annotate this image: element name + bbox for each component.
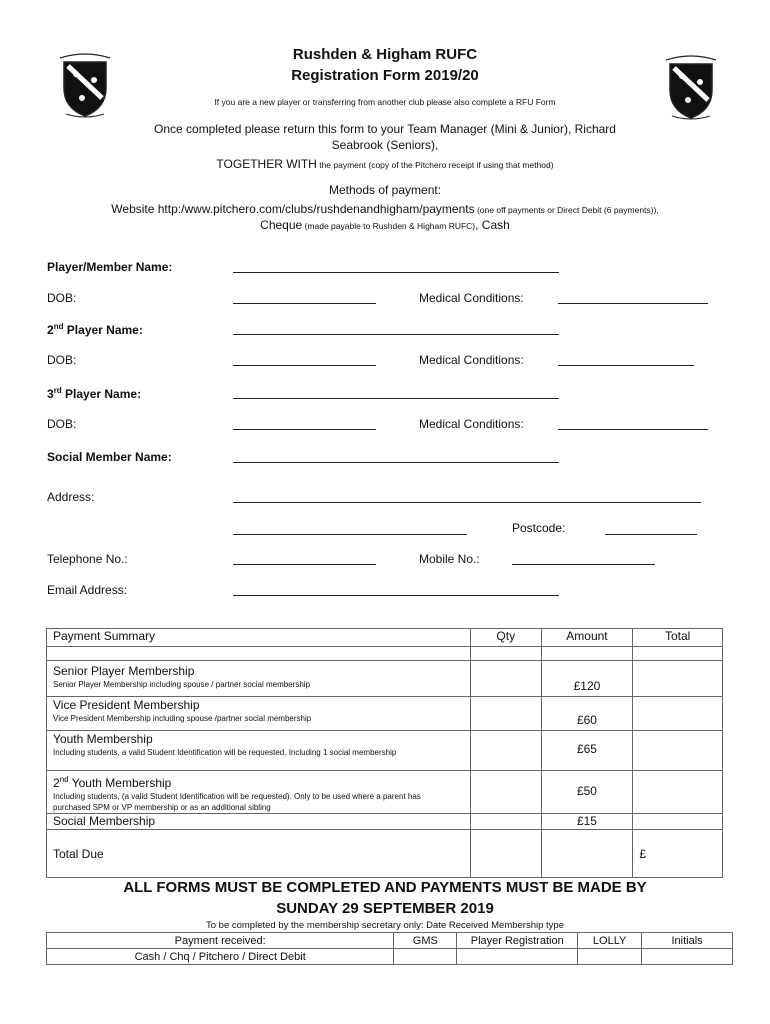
methods-title: Methods of payment:: [328, 183, 442, 197]
email-label: Email Address:: [47, 583, 128, 597]
player-name-field[interactable]: [233, 261, 559, 273]
amount-cell: £120: [541, 661, 633, 697]
rfu-note: If you are a new player or transferring from another club please also complete a RFU Form: [214, 97, 556, 107]
initials-label: Initials: [642, 933, 733, 949]
membership-name: 2nd Youth Membership: [53, 775, 172, 790]
gms-label: GMS: [394, 933, 457, 949]
address-field-1[interactable]: [233, 491, 701, 503]
office-use-table: [46, 932, 733, 965]
total-due-value[interactable]: £: [633, 830, 723, 878]
qty-cell[interactable]: [470, 814, 541, 830]
medical-label-2: Medical Conditions:: [419, 353, 524, 367]
qty-cell[interactable]: [470, 697, 541, 731]
together-line: TOGETHER WITH the payment (copy of the Pitchero receipt if using that method): [216, 157, 554, 171]
office-data-row: [47, 949, 733, 965]
mobile-label: Mobile No.:: [419, 552, 480, 566]
office-header-row: [47, 933, 733, 949]
player2-name-label: 2nd Player Name:: [47, 322, 143, 337]
table-row: [47, 731, 723, 771]
dob-label-2: DOB:: [47, 353, 77, 367]
total-header: Total: [633, 629, 723, 647]
office-note: To be completed by the membership secretary only: Date Received Membership type: [205, 920, 564, 931]
mobile-field[interactable]: [512, 553, 655, 565]
table-row: [47, 814, 723, 830]
player-registration-label: Player Registration: [457, 933, 578, 949]
cheque-line: Cheque (made payable to Rushden & Higham RUFC), Cash: [260, 218, 510, 232]
lolly-label: LOLLY: [578, 933, 642, 949]
amount-cell: £50: [541, 771, 633, 814]
medical-field-3[interactable]: [558, 418, 708, 430]
social-name-field[interactable]: [233, 451, 559, 463]
spacer-row: [47, 647, 723, 661]
medical-label-3: Medical Conditions:: [419, 417, 524, 431]
dob-field-1[interactable]: [233, 292, 376, 304]
return-instructions-1: Once completed please return this form to your Team Manager (Mini & Junior), Richard: [154, 122, 616, 136]
address-field-2[interactable]: [233, 523, 467, 535]
total-due-label: Total Due: [47, 830, 471, 878]
medical-field-1[interactable]: [558, 292, 708, 304]
membership-name: Social Membership: [47, 814, 471, 830]
membership-description: Senior Player Membership including spouse / partner social membership: [53, 680, 311, 689]
telephone-field[interactable]: [233, 553, 376, 565]
deadline-line-2: SUNDAY 29 SEPTEMBER 2019: [276, 900, 494, 917]
return-instructions-2: Seabrook (Seniors),: [331, 138, 439, 152]
membership-name: Youth Membership: [53, 732, 153, 746]
membership-description: Including students, (a valid Student Identification will be requested). Only to be used where a parent has purchased SPM or VP membership or as an additional sibling: [53, 792, 421, 812]
qty-cell[interactable]: [470, 771, 541, 814]
qty-header: Qty: [470, 629, 541, 647]
membership-name: Senior Player Membership: [53, 664, 195, 678]
total-cell[interactable]: [633, 731, 723, 771]
table-row: [47, 771, 723, 814]
email-field[interactable]: [233, 584, 559, 596]
amount-cell: £65: [541, 731, 633, 771]
dob-field-2[interactable]: [233, 354, 376, 366]
lolly-cell[interactable]: [578, 949, 642, 965]
amount-cell: £15: [541, 814, 633, 830]
table-row: [47, 697, 723, 731]
total-cell[interactable]: [633, 661, 723, 697]
deadline-line-1: ALL FORMS MUST BE COMPLETED AND PAYMENTS MUST BE MADE BY: [123, 879, 647, 896]
website-line: Website http:/www.pitchero.com/clubs/rushdenandhigham/payments (one off payments or Direct Debit (6 payments)),: [111, 202, 659, 216]
initials-cell[interactable]: [642, 949, 733, 965]
qty-cell[interactable]: [470, 661, 541, 697]
form-subtitle: Registration Form 2019/20: [291, 67, 479, 84]
player3-name-field[interactable]: [233, 387, 559, 399]
telephone-label: Telephone No.:: [47, 552, 128, 566]
total-cell[interactable]: [633, 814, 723, 830]
postcode-field[interactable]: [605, 523, 697, 535]
payment-methods: Cash / Chq / Pitchero / Direct Debit: [47, 949, 394, 965]
payment-header-row: [47, 629, 723, 647]
payment-summary-table: [46, 628, 723, 878]
amount-cell: £60: [541, 697, 633, 731]
payment-received-label: Payment received:: [47, 933, 394, 949]
player-name-label: Player/Member Name:: [47, 260, 173, 274]
membership-description: Vice President Membership including spouse /partner social membership: [53, 714, 312, 723]
dob-label-1: DOB:: [47, 291, 77, 305]
table-row: [47, 661, 723, 697]
gms-cell[interactable]: [394, 949, 457, 965]
total-cell[interactable]: [633, 697, 723, 731]
address-label: Address:: [47, 490, 95, 504]
membership-description: Including students, a valid Student Identification will be requested. Including 1 social membership: [53, 748, 397, 757]
form-title: Rushden & Higham RUFC: [292, 46, 478, 63]
qty-cell[interactable]: [470, 731, 541, 771]
medical-field-2[interactable]: [558, 354, 694, 366]
amount-header: Amount: [541, 629, 633, 647]
membership-name: Vice President Membership: [53, 698, 200, 712]
dob-label-3: DOB:: [47, 417, 77, 431]
social-name-label: Social Member Name:: [47, 450, 172, 464]
total-due-row: [47, 830, 723, 878]
postcode-label: Postcode:: [512, 521, 566, 535]
total-cell[interactable]: [633, 771, 723, 814]
medical-label-1: Medical Conditions:: [419, 291, 524, 305]
player-registration-cell[interactable]: [457, 949, 578, 965]
player2-name-field[interactable]: [233, 323, 559, 335]
dob-field-3[interactable]: [233, 418, 376, 430]
player3-name-label: 3rd Player Name:: [47, 386, 142, 401]
payment-summary-header: Payment Summary: [47, 629, 471, 647]
